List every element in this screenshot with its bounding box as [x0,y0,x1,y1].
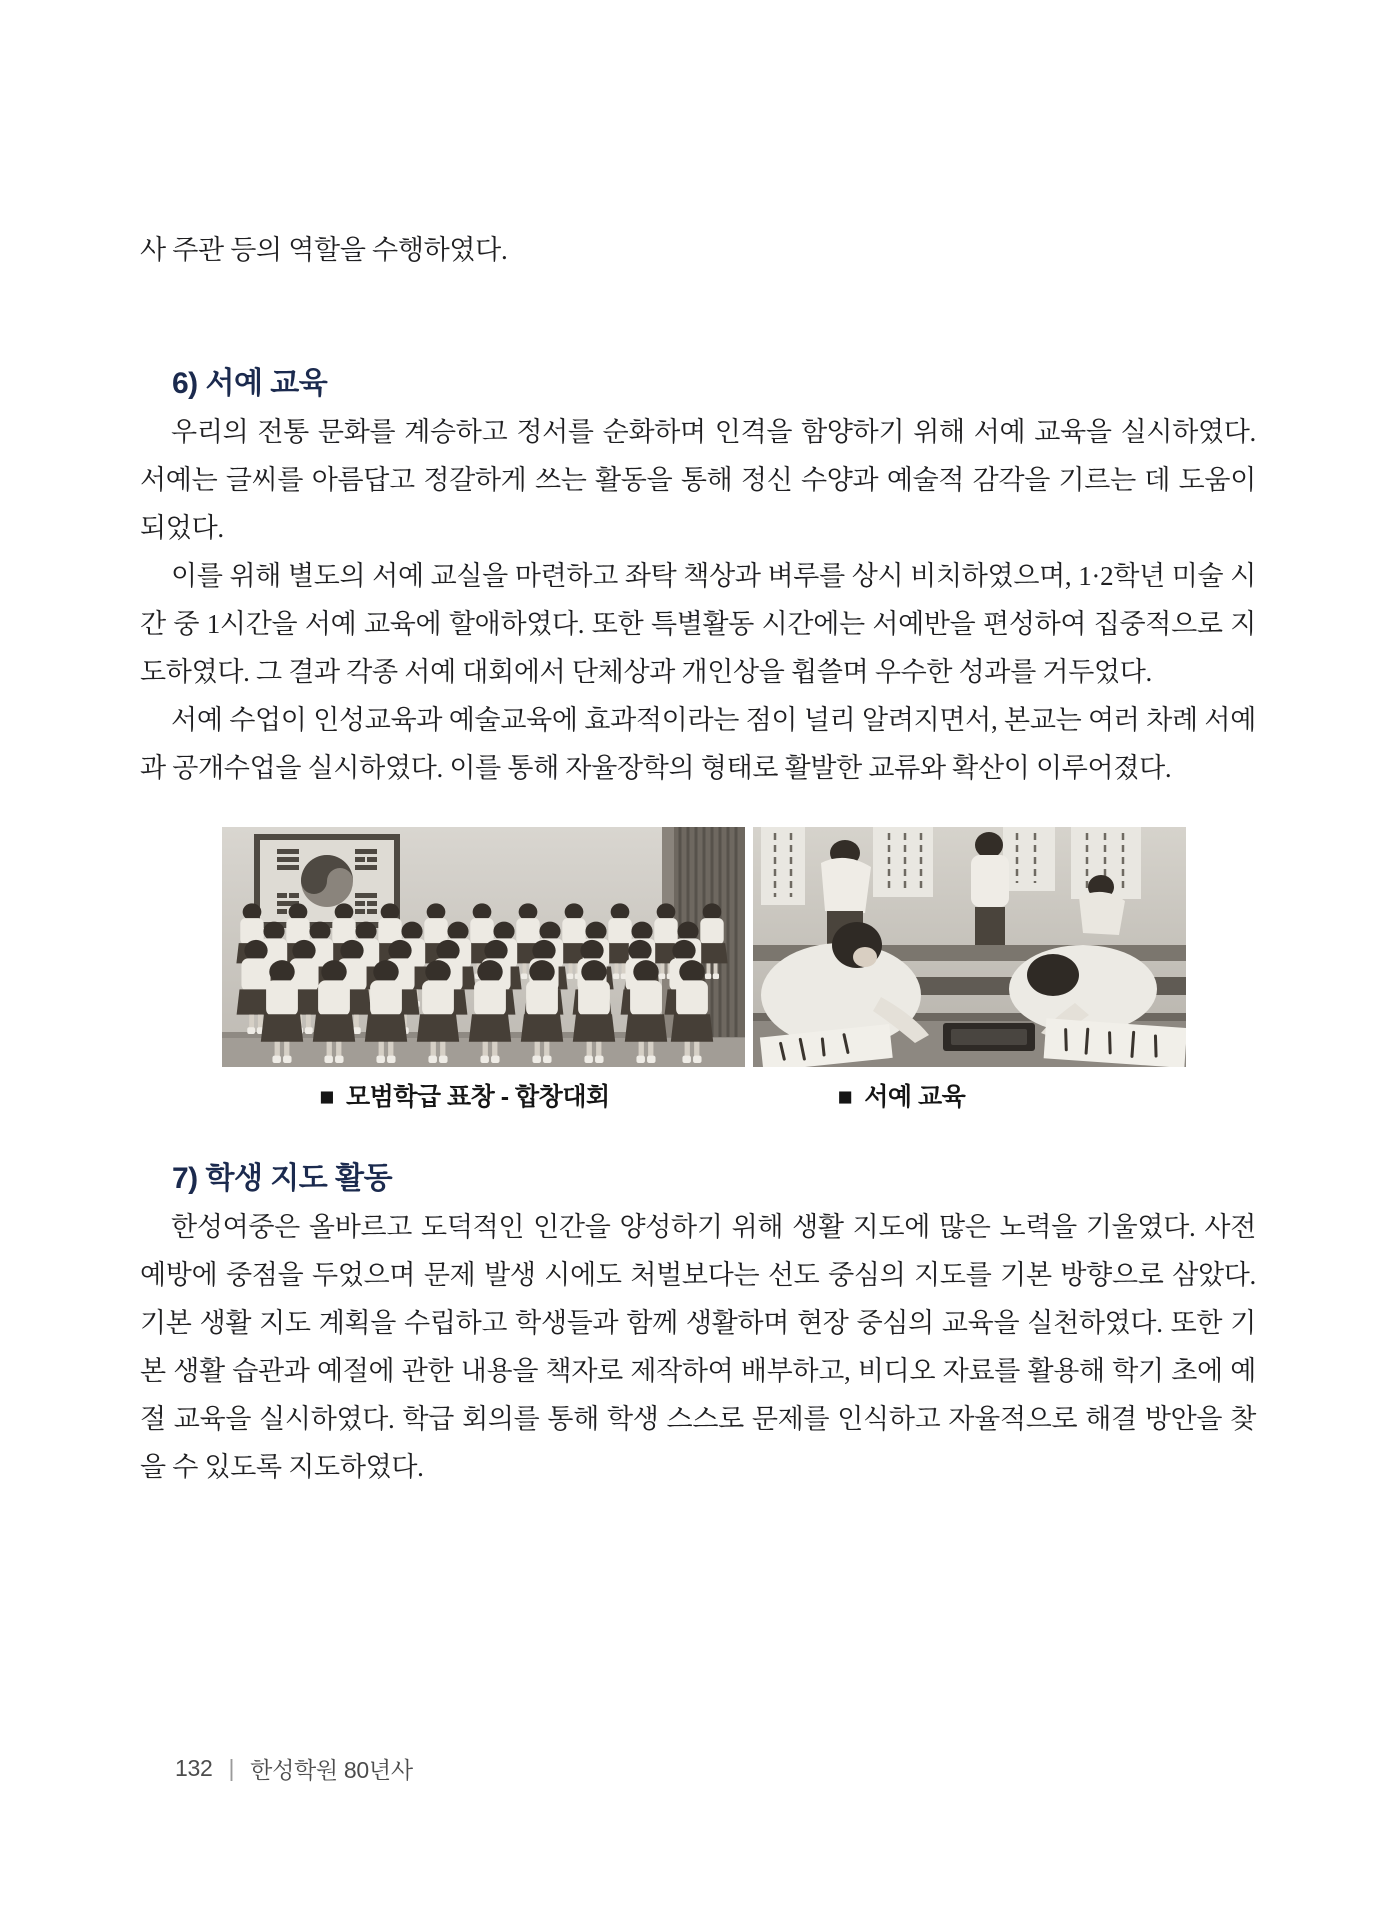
choir-photo [222,827,745,1067]
paragraph: 서예 수업이 인성교육과 예술교육에 효과적이라는 점이 널리 알려지면서, 본교는 여러 차례 서예과 공개수업을 실시하였다. 이를 통해 자율장학의 형태로 활발한 교류와 확산이 이루어졌다. [140,705,1256,783]
page-content [140,226,1256,1491]
section-heading-7: 7) 학생 지도 활동 [172,1162,393,1195]
book-title: 한성학원 80년사 [250,1757,413,1783]
calligraphy-class-photo [753,827,1186,1067]
caption-square-marker: ■ [837,1083,853,1111]
caption-square-marker: ■ [319,1083,334,1111]
caption-text: 서예 교육 [864,1083,966,1111]
paragraph: 우리의 전통 문화를 계승하고 정서를 순화하며 인격을 함양하기 위해 서예 교육을 실시하였다. 서예는 글씨를 아름답고 정갈하게 쓰는 활동을 통해 정신 수양과 예술적 감각을 기르는 데 도움이 되었다. [140,417,1256,543]
paragraph: 이를 위해 별도의 서예 교실을 마련하고 좌탁 책상과 벼루를 상시 비치하였으며, 1·2학년 미술 시간 중 1시간을 서예 교육에 할애하였다. 또한 특별활동 시간에는 서예반을 편성하여 집중적으로 지도하였다. 그 결과 각종 서예 대회에서 단체상과 개인상을 휩쓸며 우수한 성과를 거두었다. [140,561,1256,687]
section-6-body [140,408,1256,792]
page-number: 132 [175,1755,213,1781]
caption-text: 모범학급 표창 - 합창대회 [345,1083,610,1111]
page-footer [175,1752,413,1785]
caption-row [222,1079,1186,1115]
footer-divider: | [228,1755,235,1781]
paragraph: 한성여중은 올바르고 도덕적인 인간을 양성하기 위해 생활 지도에 많은 노력을 기울였다. 사전 예방에 중점을 두었으며 문제 발생 시에도 처벌보다는 선도 중심의 지도를 기본 방향으로 삼았다. 기본 생활 지도 계획을 수립하고 학생들과 함께 생활하며 현장 중심의 교육을 실천하였다. 또한 기본 생활 습관과 예절에 관한 내용을 책자로 제작하여 배부하고, 비디오 자료를 활용해 학기 초에 예절 교육을 실시하였다. 학급 회의를 통해 학생 스스로 문제를 인식하고 자율적으로 해결 방안을 찾을 수 있도록 지도하였다. [140,1212,1256,1482]
section-heading-6: 6) 서예 교육 [172,367,328,400]
choir-photo-caption [203,1079,726,1115]
photo-row [222,827,1186,1067]
section-7-body [140,1203,1256,1491]
lead-paragraph: 사 주관 등의 역할을 수행하였다. [140,235,508,265]
korean-flag [257,837,397,925]
calligraphy-photo-caption [685,1079,1118,1115]
